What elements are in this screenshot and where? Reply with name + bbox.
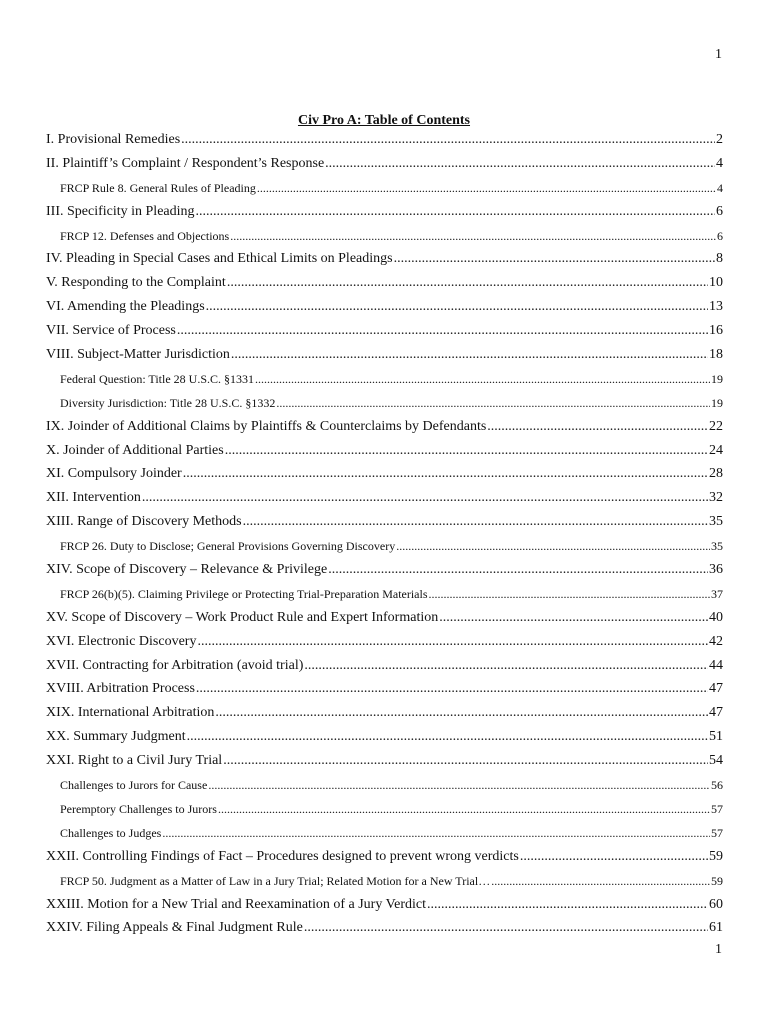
toc-dot-leader [215, 703, 708, 723]
toc-page-number: 8 [716, 251, 723, 267]
toc-dot-leader [197, 632, 708, 652]
toc-dot-leader [429, 584, 710, 604]
toc-entry-title: II. Plaintiff’s Complaint / Respondent’s Response [46, 155, 325, 171]
toc-entry-title: XV. Scope of Discovery – Work Product Rule and Expert Information [46, 609, 439, 625]
toc-dot-leader [394, 249, 715, 269]
toc-page-number: 4 [716, 155, 723, 171]
toc-dot-leader [491, 871, 710, 891]
toc-dot-leader [230, 226, 716, 246]
toc-subentry[interactable] [46, 369, 723, 393]
table-of-contents [46, 130, 723, 942]
toc-entry[interactable] [46, 727, 723, 751]
toc-page-number: 54 [709, 753, 723, 769]
toc-dot-leader [304, 918, 708, 938]
toc-entry[interactable] [46, 345, 723, 369]
toc-entry[interactable] [46, 273, 723, 297]
toc-entry[interactable] [46, 464, 723, 488]
toc-entry[interactable] [46, 417, 723, 441]
toc-entry[interactable] [46, 679, 723, 703]
toc-subentry[interactable] [46, 178, 723, 202]
toc-entry[interactable] [46, 512, 723, 536]
toc-entry-title: IV. Pleading in Special Cases and Ethical Limits on Pleadings [46, 251, 393, 267]
toc-entry-title: XI. Compulsory Joinder [46, 466, 182, 482]
toc-dot-leader [439, 608, 708, 628]
page-number-top: 1 [715, 47, 722, 62]
toc-dot-leader [325, 154, 715, 174]
toc-page-number: 10 [709, 275, 723, 291]
toc-entry-title: XVII. Contracting for Arbitration (avoid trial) [46, 657, 304, 673]
toc-page-number: 35 [709, 514, 723, 530]
toc-entry[interactable] [46, 154, 723, 178]
toc-entry-title: XXII. Controlling Findings of Fact – Procedures designed to prevent wrong verdicts [46, 848, 519, 864]
toc-entry[interactable] [46, 130, 723, 154]
toc-page-number: 40 [709, 609, 723, 625]
toc-page-number: 24 [709, 442, 723, 458]
toc-page-number: 2 [716, 132, 723, 147]
toc-entry[interactable] [46, 608, 723, 632]
toc-entry-title: FRCP 12. Defenses and Objections [60, 228, 230, 243]
toc-entry-title: Challenges to Judges [60, 825, 162, 840]
toc-entry[interactable] [46, 560, 723, 584]
toc-entry-title: I. Provisional Remedies [46, 132, 181, 147]
toc-page-number: 28 [709, 466, 723, 482]
toc-dot-leader [243, 512, 708, 532]
toc-dot-leader [427, 895, 708, 915]
toc-subentry[interactable] [46, 775, 723, 799]
toc-dot-leader [206, 297, 708, 317]
toc-dot-leader [196, 679, 708, 699]
toc-page-number: 16 [709, 323, 723, 339]
document-title: Civ Pro A: Table of Contents [297, 113, 471, 128]
toc-page-number: 37 [711, 586, 723, 601]
toc-entry[interactable] [46, 321, 723, 345]
toc-dot-leader [520, 847, 708, 867]
toc-page-number: 44 [709, 657, 723, 673]
toc-dot-leader [304, 656, 708, 676]
toc-page-number: 59 [709, 848, 723, 864]
toc-dot-leader [227, 273, 708, 293]
toc-entry[interactable] [46, 297, 723, 321]
toc-page-number: 6 [716, 203, 723, 219]
toc-page-number: 56 [711, 778, 723, 793]
toc-subentry[interactable] [46, 799, 723, 823]
toc-page-number: 42 [709, 633, 723, 649]
toc-page-number: 19 [711, 371, 723, 386]
toc-entry-title: FRCP 50. Judgment as a Matter of Law in a Jury Trial; Related Motion for a New Trial… [60, 873, 491, 888]
toc-entry-title: Federal Question: Title 28 U.S.C. §1331 [60, 371, 255, 386]
toc-page-number: 57 [711, 801, 723, 816]
toc-dot-leader [276, 393, 710, 413]
toc-entry-title: XIX. International Arbitration [46, 705, 215, 721]
toc-subentry[interactable] [46, 871, 723, 895]
toc-dot-leader [181, 130, 715, 150]
toc-subentry[interactable] [46, 393, 723, 417]
toc-entry[interactable] [46, 703, 723, 727]
toc-entry-title: XXIII. Motion for a New Trial and Reexamination of a Jury Verdict [46, 896, 426, 912]
toc-entry[interactable] [46, 488, 723, 512]
toc-entry-title: XXIV. Filing Appeals & Final Judgment Rule [46, 920, 303, 936]
toc-page-number: 60 [709, 896, 723, 912]
toc-dot-leader [196, 202, 715, 222]
toc-page-number: 36 [709, 562, 723, 578]
toc-page-number: 61 [709, 920, 723, 936]
toc-page-number: 59 [711, 873, 723, 888]
toc-dot-leader [177, 321, 708, 341]
toc-page-number: 47 [709, 681, 723, 697]
toc-entry-title: Diversity Jurisdiction: Title 28 U.S.C. §1332 [60, 395, 276, 410]
toc-entry-title: XVIII. Arbitration Process [46, 681, 195, 697]
toc-entry-title: FRCP 26. Duty to Disclose; General Provisions Governing Discovery [60, 539, 396, 554]
toc-dot-leader [328, 560, 708, 580]
toc-entry-title: XX. Summary Judgment [46, 729, 186, 745]
toc-entry-title: IX. Joinder of Additional Claims by Plaintiffs & Counterclaims by Defendants [46, 418, 487, 434]
toc-entry-title: XIV. Scope of Discovery – Relevance & Privilege [46, 562, 328, 578]
toc-entry-title: XVI. Electronic Discovery [46, 633, 197, 649]
toc-entry[interactable] [46, 656, 723, 680]
toc-page-number: 13 [709, 299, 723, 315]
toc-dot-leader [223, 751, 708, 771]
toc-subentry[interactable] [46, 584, 723, 608]
toc-subentry[interactable] [46, 536, 723, 560]
toc-entry-title: Peremptory Challenges to Jurors [60, 801, 217, 816]
toc-dot-leader [231, 345, 708, 365]
toc-dot-leader [218, 799, 710, 819]
toc-entry-title: X. Joinder of Additional Parties [46, 442, 224, 458]
toc-page-number: 6 [717, 228, 723, 243]
toc-dot-leader [487, 417, 708, 437]
toc-entry-title: V. Responding to the Complaint [46, 275, 226, 291]
toc-entry-title: XII. Intervention [46, 490, 141, 506]
toc-subentry[interactable] [46, 823, 723, 847]
toc-dot-leader [257, 178, 716, 198]
toc-entry-title: VI. Amending the Pleadings [46, 299, 205, 315]
toc-page-number: 4 [717, 180, 723, 195]
toc-entry-title: VIII. Subject-Matter Jurisdiction [46, 347, 230, 363]
toc-entry[interactable] [46, 202, 723, 226]
page-number-bottom: 1 [715, 942, 722, 957]
toc-dot-leader [183, 464, 708, 484]
toc-page-number: 19 [711, 395, 723, 410]
toc-entry-title: Challenges to Jurors for Cause [60, 778, 208, 793]
toc-page-number: 51 [709, 729, 723, 745]
toc-subentry[interactable] [46, 226, 723, 250]
toc-dot-leader [142, 488, 708, 508]
toc-entry[interactable] [46, 249, 723, 273]
toc-entry[interactable] [46, 441, 723, 465]
toc-page-number: 47 [709, 705, 723, 721]
toc-dot-leader [225, 441, 708, 461]
toc-page-number: 22 [709, 418, 723, 434]
toc-entry[interactable] [46, 847, 723, 871]
toc-dot-leader [255, 369, 710, 389]
toc-page-number: 32 [709, 490, 723, 506]
toc-entry[interactable] [46, 895, 723, 919]
toc-entry[interactable] [46, 632, 723, 656]
toc-entry-title: FRCP Rule 8. General Rules of Pleading [60, 180, 256, 195]
toc-page-number: 18 [709, 347, 723, 363]
toc-entry-title: FRCP 26(b)(5). Claiming Privilege or Protecting Trial-Preparation Materials [60, 586, 428, 601]
toc-dot-leader [396, 536, 710, 556]
toc-entry-title: XXI. Right to a Civil Jury Trial [46, 753, 223, 769]
toc-entry-title: XIII. Range of Discovery Methods [46, 514, 242, 530]
toc-entry-title: III. Specificity in Pleading [46, 203, 195, 219]
toc-entry[interactable] [46, 751, 723, 775]
toc-entry-title: VII. Service of Process [46, 323, 176, 339]
toc-dot-leader [162, 823, 710, 843]
toc-dot-leader [208, 775, 710, 795]
toc-page-number: 57 [711, 825, 723, 840]
toc-entry[interactable] [46, 918, 723, 942]
toc-dot-leader [187, 727, 708, 747]
toc-page-number: 35 [711, 539, 723, 554]
